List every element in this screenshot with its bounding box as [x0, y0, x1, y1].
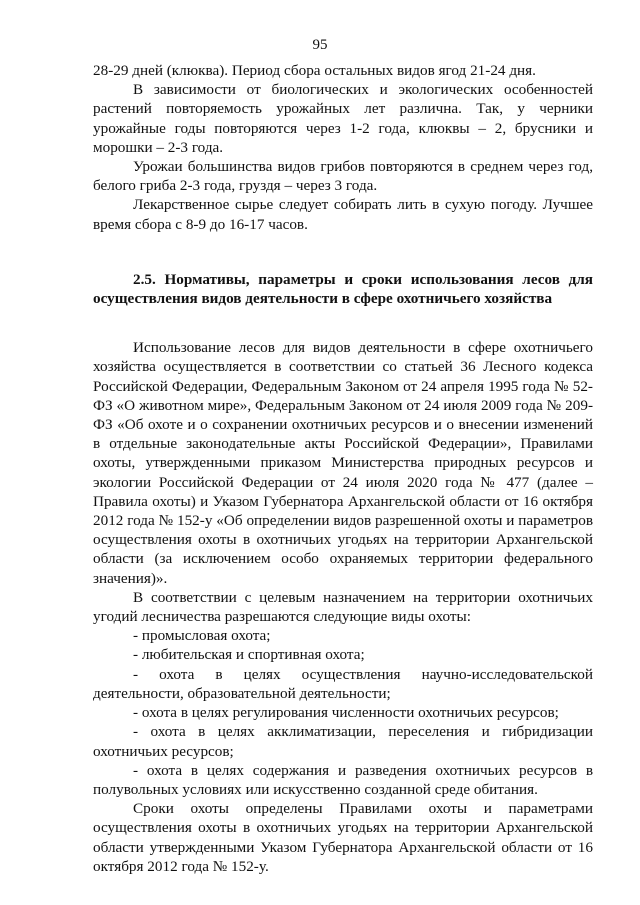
- paragraph-mushroom-yields: Урожаи большинства видов грибов повторяются в среднем через год, белого гриба 2-3 года, груздя – через 3 года.: [93, 158, 593, 195]
- list-item: - охота в целях осуществления научно-исследовательской деятельности, образовательной деятельности;: [93, 665, 593, 702]
- spacer: [93, 234, 593, 270]
- page-number: 95: [312, 37, 328, 53]
- paragraph-hunting-types-intro: В соответствии с целевым назначением на территории охотничьих угодий лесничества разрешаются следующие виды охоты:: [93, 588, 593, 626]
- list-item: - промысловая охота;: [133, 627, 271, 645]
- section-heading: 2.5. Нормативы, параметры и сроки использования лесов для осуществления видов деятельности в сфере охотничьего хозяйства: [93, 270, 593, 308]
- list-item: - охота в целях регулирования численности охотничьих ресурсов;: [133, 704, 559, 722]
- list-item: - охота в целях содержания и разведения охотничьих ресурсов в полувольных условиях или искусственно созданной среде обитания.: [93, 761, 593, 798]
- list-item: - любительская и спортивная охота;: [133, 646, 365, 664]
- list-item: - охота в целях акклиматизации, переселения и гибридизации охотничьих ресурсов;: [93, 723, 593, 760]
- paragraph-harvest-periods: 28-29 дней (клюква). Период сбора остальных видов ягод 21-24 дня.: [93, 62, 536, 79]
- paragraph-hunting-terms: Сроки охоты определены Правилами охоты и параметрами осуществления охоты в охотничьих угодьях на территории Архангельской области утвержденными Указом Губернатора Архангельской области от 16 октября 2012 года № 152-у.: [93, 800, 593, 875]
- document-body: [93, 61, 593, 876]
- paragraph-medicinal-collection: Лекарственное сырье следует собирать лить в сухую погоду. Лучшее время сбора с 8-9 до 16-17 часов.: [93, 196, 593, 233]
- hunting-types-list: [93, 626, 593, 799]
- spacer: [93, 308, 593, 338]
- paragraph-legal-basis: Использование лесов для видов деятельности в сфере охотничьего хозяйства осуществляется в соответствии со статьей 36 Лесного кодекса Российской Федерации, Федеральным Законом от 24 апреля 1995 года № 52-ФЗ «О животном мире», Федеральным Законом от 24 июля 2009 года № 209-ФЗ «Об охоте и о сохранении охотничьих ресурсов и о внесении изменений в отдельные законодательные акты Российской Федерации», Правилами охоты, утвержденными приказом Министерства природных ресурсов и экологии Российской Федерации от 24 июля 2020 года № 477 (далее – Правила охоты) и Указом Губернатора Архангельской области от 16 октября 2012 года № 152-у «Об определении видов разрешенной охоты и параметров осуществления охоты в охотничьих угодьях на территории Архангельской области (за исключением особо охраняемых территории федерального значения)».: [93, 339, 593, 587]
- paragraph-yield-recurrence: В зависимости от биологических и экологических особенностей растений повторяемость урожайных лет различна. Так, у черники урожайные годы повторяются через 1-2 года, клюквы – 2, брусники и морошки – 2-3 года.: [93, 81, 593, 156]
